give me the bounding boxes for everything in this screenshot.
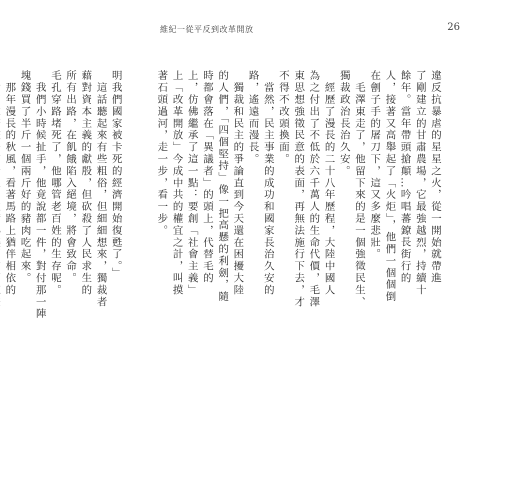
page-number: 26 — [447, 22, 460, 33]
text-column: 人，接著又高舉起了「火炬」，他們一個個倒 — [383, 70, 396, 303]
text-column: 時都會落在「異議者」的頭上，代替毛的 — [200, 70, 213, 285]
running-header — [160, 22, 460, 38]
text-column: 在劊子手的屠刀下，這又多麼悲壯。 — [368, 70, 381, 261]
text-column: 的人們，「四個堅持」像一把高懸的利劍，隨 — [216, 70, 229, 303]
text-column: 獨裁政治長治久安。 — [337, 70, 350, 178]
text-column: 當然，民主事業的成功和國家長治久安的 — [261, 70, 274, 297]
text-column: 藉對資本主義的獻殷，但砍殺了人民求生的 — [79, 70, 92, 297]
text-column: 上「改革開放」今成中共的權宜之計，叫摸 — [170, 70, 183, 297]
text-column: 路，遙遠而漫長。 — [246, 70, 259, 166]
text-column: 餘年。當年帶頭搶顛…吟唱蕃鐐長街行的 — [398, 70, 411, 285]
text-column: 毛澤東走了，他留下來的是一個強徵民生、 — [352, 70, 365, 308]
text-column: 獨裁和民主的爭論直到今天還在困擾大陸 — [231, 70, 244, 297]
text-column — [123, 70, 138, 465]
text-column — [0, 70, 1, 465]
text-column: 塊錢買了半斤一個兩斤好的豬肉吃起來。 — [18, 70, 31, 285]
text-column: 我們小時候扯手，他竟說都一件，對付那一陣 — [33, 70, 46, 320]
text-column: 了剛建立的甘肅農場，它最強越烈，持續十 — [413, 70, 426, 297]
text-column: 違反抗暴虐的星星之火，從一開始就帶進 — [429, 70, 441, 285]
running-header-title: 維紀一從平反到改革開放 — [160, 25, 254, 34]
text-column: 所有出路，在飢餓陷入絕境，將會致命。 — [64, 70, 77, 285]
text-column: 上，仿佛繼承了這一點：要創「社會主義」 — [185, 70, 198, 297]
text-column: 不得不改頭換面。 — [276, 70, 289, 166]
text-column: 那年漫長的秋風，看著馬路上猶伴相依的 — [3, 70, 16, 297]
text-column: 為之付出了不低於六千萬人的生命代價，毛澤 — [307, 70, 320, 308]
text-column: 毛孔穿路堵死了，他哪管老百姓的生存呢。 — [48, 70, 61, 297]
text-column: 明我們國家被卡死的經濟開始復甦了。」 — [109, 70, 122, 279]
text-column: 經歷了漫長的二十八年歷程，大陸中國人 — [322, 70, 335, 297]
text-column — [138, 70, 153, 465]
text-column: 東思想強徵民意的表面，再無法施行下去，才 — [292, 70, 305, 308]
vertical-body-text — [3, 70, 442, 465]
text-column: 這話聽起來有些粗俗，但細細想來，獨裁者 — [94, 70, 107, 308]
text-column: 著石頭過河，走一步，看一步。 — [155, 70, 168, 237]
